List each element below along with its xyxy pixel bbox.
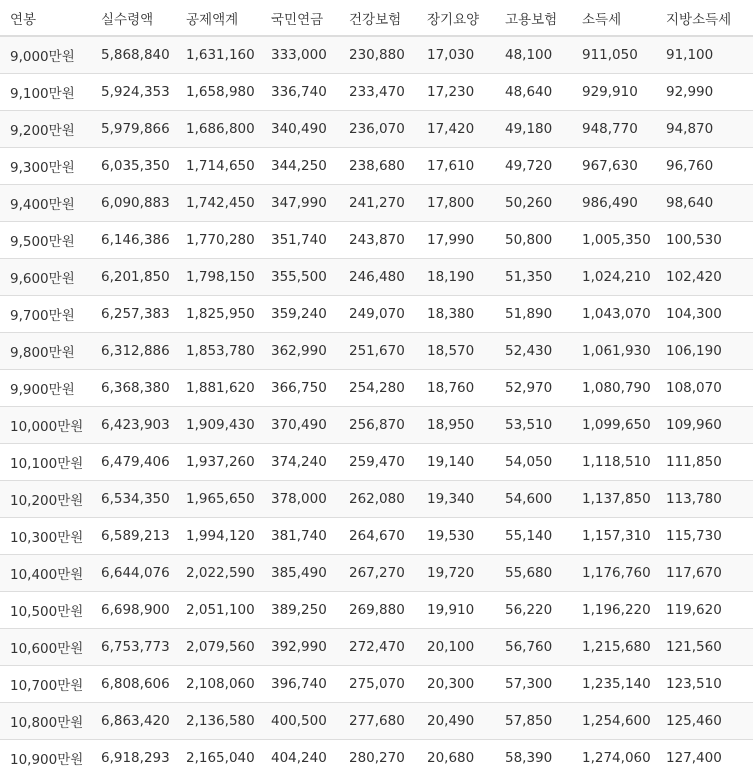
cell-long-term-care: 19,910 <box>417 591 495 628</box>
cell-national-pension: 340,490 <box>261 110 339 147</box>
cell-health-insurance: 272,470 <box>339 628 417 665</box>
cell-national-pension: 404,240 <box>261 739 339 776</box>
cell-employment-insurance: 54,600 <box>495 480 572 517</box>
table-row <box>0 332 753 369</box>
cell-long-term-care: 18,570 <box>417 332 495 369</box>
cell-annual-salary: 9,100만원 <box>0 73 91 110</box>
header-total-deduction: 공제액계 <box>176 0 261 36</box>
header-annual-salary: 연봉 <box>0 0 91 36</box>
cell-income-tax: 1,215,680 <box>572 628 656 665</box>
cell-net-pay: 6,035,350 <box>91 147 176 184</box>
cell-net-pay: 6,201,850 <box>91 258 176 295</box>
cell-health-insurance: 264,670 <box>339 517 417 554</box>
table-row <box>0 369 753 406</box>
header-row <box>0 0 753 36</box>
cell-employment-insurance: 57,850 <box>495 702 572 739</box>
cell-total-deduction: 1,658,980 <box>176 73 261 110</box>
cell-local-income-tax: 96,760 <box>656 147 753 184</box>
cell-employment-insurance: 52,430 <box>495 332 572 369</box>
cell-annual-salary: 10,400만원 <box>0 554 91 591</box>
cell-income-tax: 929,910 <box>572 73 656 110</box>
cell-total-deduction: 1,994,120 <box>176 517 261 554</box>
cell-income-tax: 1,043,070 <box>572 295 656 332</box>
cell-long-term-care: 18,760 <box>417 369 495 406</box>
cell-total-deduction: 2,079,560 <box>176 628 261 665</box>
table-body <box>0 36 753 776</box>
cell-income-tax: 1,080,790 <box>572 369 656 406</box>
cell-long-term-care: 20,300 <box>417 665 495 702</box>
cell-national-pension: 351,740 <box>261 221 339 258</box>
cell-national-pension: 370,490 <box>261 406 339 443</box>
cell-local-income-tax: 94,870 <box>656 110 753 147</box>
cell-income-tax: 1,118,510 <box>572 443 656 480</box>
cell-total-deduction: 2,022,590 <box>176 554 261 591</box>
cell-health-insurance: 262,080 <box>339 480 417 517</box>
cell-health-insurance: 256,870 <box>339 406 417 443</box>
cell-annual-salary: 9,000만원 <box>0 36 91 73</box>
table-header <box>0 0 753 36</box>
cell-total-deduction: 1,825,950 <box>176 295 261 332</box>
header-income-tax: 소득세 <box>572 0 656 36</box>
cell-national-pension: 359,240 <box>261 295 339 332</box>
cell-net-pay: 5,924,353 <box>91 73 176 110</box>
cell-long-term-care: 19,140 <box>417 443 495 480</box>
table-row <box>0 702 753 739</box>
cell-long-term-care: 17,610 <box>417 147 495 184</box>
cell-annual-salary: 10,000만원 <box>0 406 91 443</box>
cell-net-pay: 6,698,900 <box>91 591 176 628</box>
cell-health-insurance: 259,470 <box>339 443 417 480</box>
cell-income-tax: 1,196,220 <box>572 591 656 628</box>
cell-local-income-tax: 127,400 <box>656 739 753 776</box>
header-health-insurance: 건강보험 <box>339 0 417 36</box>
cell-national-pension: 333,000 <box>261 36 339 73</box>
cell-long-term-care: 20,680 <box>417 739 495 776</box>
cell-employment-insurance: 52,970 <box>495 369 572 406</box>
cell-employment-insurance: 57,300 <box>495 665 572 702</box>
cell-long-term-care: 20,100 <box>417 628 495 665</box>
header-local-income-tax: 지방소득세 <box>656 0 753 36</box>
cell-health-insurance: 269,880 <box>339 591 417 628</box>
cell-employment-insurance: 56,760 <box>495 628 572 665</box>
cell-total-deduction: 1,742,450 <box>176 184 261 221</box>
cell-health-insurance: 277,680 <box>339 702 417 739</box>
cell-net-pay: 6,589,213 <box>91 517 176 554</box>
cell-local-income-tax: 108,070 <box>656 369 753 406</box>
cell-national-pension: 378,000 <box>261 480 339 517</box>
cell-health-insurance: 243,870 <box>339 221 417 258</box>
cell-annual-salary: 9,900만원 <box>0 369 91 406</box>
cell-net-pay: 6,918,293 <box>91 739 176 776</box>
cell-long-term-care: 20,490 <box>417 702 495 739</box>
cell-health-insurance: 280,270 <box>339 739 417 776</box>
table-row <box>0 184 753 221</box>
cell-income-tax: 1,099,650 <box>572 406 656 443</box>
cell-national-pension: 396,740 <box>261 665 339 702</box>
cell-health-insurance: 236,070 <box>339 110 417 147</box>
cell-total-deduction: 1,909,430 <box>176 406 261 443</box>
table-row <box>0 739 753 776</box>
table-row <box>0 258 753 295</box>
cell-annual-salary: 10,200만원 <box>0 480 91 517</box>
cell-local-income-tax: 117,670 <box>656 554 753 591</box>
cell-employment-insurance: 55,140 <box>495 517 572 554</box>
cell-health-insurance: 254,280 <box>339 369 417 406</box>
cell-annual-salary: 10,500만원 <box>0 591 91 628</box>
cell-employment-insurance: 51,890 <box>495 295 572 332</box>
cell-annual-salary: 9,700만원 <box>0 295 91 332</box>
cell-income-tax: 986,490 <box>572 184 656 221</box>
table-row <box>0 36 753 73</box>
cell-health-insurance: 246,480 <box>339 258 417 295</box>
table-row <box>0 110 753 147</box>
cell-local-income-tax: 92,990 <box>656 73 753 110</box>
table-row <box>0 443 753 480</box>
cell-net-pay: 5,868,840 <box>91 36 176 73</box>
table-row <box>0 628 753 665</box>
table-row <box>0 221 753 258</box>
cell-local-income-tax: 113,780 <box>656 480 753 517</box>
cell-long-term-care: 18,190 <box>417 258 495 295</box>
cell-annual-salary: 9,200만원 <box>0 110 91 147</box>
header-national-pension: 국민연금 <box>261 0 339 36</box>
cell-long-term-care: 18,950 <box>417 406 495 443</box>
cell-health-insurance: 275,070 <box>339 665 417 702</box>
cell-income-tax: 1,274,060 <box>572 739 656 776</box>
cell-local-income-tax: 91,100 <box>656 36 753 73</box>
cell-income-tax: 1,176,760 <box>572 554 656 591</box>
cell-net-pay: 6,479,406 <box>91 443 176 480</box>
cell-national-pension: 362,990 <box>261 332 339 369</box>
cell-health-insurance: 233,470 <box>339 73 417 110</box>
cell-total-deduction: 1,965,650 <box>176 480 261 517</box>
cell-employment-insurance: 50,800 <box>495 221 572 258</box>
cell-income-tax: 1,005,350 <box>572 221 656 258</box>
cell-health-insurance: 241,270 <box>339 184 417 221</box>
cell-employment-insurance: 51,350 <box>495 258 572 295</box>
cell-health-insurance: 249,070 <box>339 295 417 332</box>
cell-annual-salary: 9,400만원 <box>0 184 91 221</box>
cell-income-tax: 1,137,850 <box>572 480 656 517</box>
cell-national-pension: 381,740 <box>261 517 339 554</box>
header-net-pay: 실수령액 <box>91 0 176 36</box>
cell-net-pay: 6,534,350 <box>91 480 176 517</box>
cell-local-income-tax: 111,850 <box>656 443 753 480</box>
cell-health-insurance: 267,270 <box>339 554 417 591</box>
cell-long-term-care: 19,530 <box>417 517 495 554</box>
cell-net-pay: 6,808,606 <box>91 665 176 702</box>
cell-annual-salary: 9,600만원 <box>0 258 91 295</box>
cell-income-tax: 911,050 <box>572 36 656 73</box>
table-row <box>0 295 753 332</box>
cell-national-pension: 355,500 <box>261 258 339 295</box>
cell-net-pay: 6,644,076 <box>91 554 176 591</box>
cell-total-deduction: 1,881,620 <box>176 369 261 406</box>
cell-national-pension: 344,250 <box>261 147 339 184</box>
cell-local-income-tax: 121,560 <box>656 628 753 665</box>
cell-net-pay: 6,863,420 <box>91 702 176 739</box>
cell-long-term-care: 17,230 <box>417 73 495 110</box>
cell-local-income-tax: 106,190 <box>656 332 753 369</box>
cell-net-pay: 5,979,866 <box>91 110 176 147</box>
table-row <box>0 554 753 591</box>
cell-long-term-care: 17,030 <box>417 36 495 73</box>
cell-net-pay: 6,368,380 <box>91 369 176 406</box>
cell-income-tax: 1,024,210 <box>572 258 656 295</box>
cell-net-pay: 6,146,386 <box>91 221 176 258</box>
cell-local-income-tax: 104,300 <box>656 295 753 332</box>
cell-employment-insurance: 50,260 <box>495 184 572 221</box>
table-row <box>0 73 753 110</box>
cell-national-pension: 389,250 <box>261 591 339 628</box>
cell-total-deduction: 1,853,780 <box>176 332 261 369</box>
cell-total-deduction: 2,136,580 <box>176 702 261 739</box>
cell-health-insurance: 230,880 <box>339 36 417 73</box>
cell-employment-insurance: 56,220 <box>495 591 572 628</box>
cell-net-pay: 6,090,883 <box>91 184 176 221</box>
cell-annual-salary: 9,800만원 <box>0 332 91 369</box>
cell-net-pay: 6,423,903 <box>91 406 176 443</box>
table-row <box>0 480 753 517</box>
cell-income-tax: 967,630 <box>572 147 656 184</box>
cell-long-term-care: 19,340 <box>417 480 495 517</box>
cell-annual-salary: 10,700만원 <box>0 665 91 702</box>
cell-long-term-care: 17,990 <box>417 221 495 258</box>
cell-long-term-care: 19,720 <box>417 554 495 591</box>
cell-annual-salary: 9,300만원 <box>0 147 91 184</box>
table-row <box>0 147 753 184</box>
cell-total-deduction: 1,770,280 <box>176 221 261 258</box>
cell-total-deduction: 2,165,040 <box>176 739 261 776</box>
cell-local-income-tax: 119,620 <box>656 591 753 628</box>
cell-employment-insurance: 58,390 <box>495 739 572 776</box>
cell-annual-salary: 10,600만원 <box>0 628 91 665</box>
table-row <box>0 665 753 702</box>
table-row <box>0 406 753 443</box>
cell-annual-salary: 10,100만원 <box>0 443 91 480</box>
cell-national-pension: 336,740 <box>261 73 339 110</box>
cell-income-tax: 1,235,140 <box>572 665 656 702</box>
cell-income-tax: 1,254,600 <box>572 702 656 739</box>
cell-net-pay: 6,257,383 <box>91 295 176 332</box>
cell-employment-insurance: 55,680 <box>495 554 572 591</box>
cell-employment-insurance: 48,640 <box>495 73 572 110</box>
cell-annual-salary: 10,800만원 <box>0 702 91 739</box>
cell-income-tax: 1,061,930 <box>572 332 656 369</box>
cell-local-income-tax: 123,510 <box>656 665 753 702</box>
cell-employment-insurance: 54,050 <box>495 443 572 480</box>
cell-employment-insurance: 49,720 <box>495 147 572 184</box>
cell-national-pension: 385,490 <box>261 554 339 591</box>
header-employment-insurance: 고용보험 <box>495 0 572 36</box>
cell-total-deduction: 2,051,100 <box>176 591 261 628</box>
cell-health-insurance: 251,670 <box>339 332 417 369</box>
cell-total-deduction: 1,714,650 <box>176 147 261 184</box>
cell-local-income-tax: 109,960 <box>656 406 753 443</box>
cell-national-pension: 366,750 <box>261 369 339 406</box>
cell-total-deduction: 1,686,800 <box>176 110 261 147</box>
cell-annual-salary: 10,300만원 <box>0 517 91 554</box>
cell-local-income-tax: 98,640 <box>656 184 753 221</box>
cell-net-pay: 6,312,886 <box>91 332 176 369</box>
cell-income-tax: 948,770 <box>572 110 656 147</box>
cell-local-income-tax: 100,530 <box>656 221 753 258</box>
cell-local-income-tax: 115,730 <box>656 517 753 554</box>
cell-total-deduction: 1,937,260 <box>176 443 261 480</box>
cell-annual-salary: 10,900만원 <box>0 739 91 776</box>
cell-national-pension: 374,240 <box>261 443 339 480</box>
cell-health-insurance: 238,680 <box>339 147 417 184</box>
table-row <box>0 517 753 554</box>
cell-long-term-care: 17,800 <box>417 184 495 221</box>
cell-annual-salary: 9,500만원 <box>0 221 91 258</box>
cell-local-income-tax: 102,420 <box>656 258 753 295</box>
cell-local-income-tax: 125,460 <box>656 702 753 739</box>
cell-total-deduction: 1,798,150 <box>176 258 261 295</box>
table-row <box>0 591 753 628</box>
cell-long-term-care: 17,420 <box>417 110 495 147</box>
cell-national-pension: 392,990 <box>261 628 339 665</box>
cell-net-pay: 6,753,773 <box>91 628 176 665</box>
cell-total-deduction: 2,108,060 <box>176 665 261 702</box>
cell-national-pension: 347,990 <box>261 184 339 221</box>
cell-long-term-care: 18,380 <box>417 295 495 332</box>
cell-income-tax: 1,157,310 <box>572 517 656 554</box>
cell-employment-insurance: 48,100 <box>495 36 572 73</box>
cell-total-deduction: 1,631,160 <box>176 36 261 73</box>
cell-employment-insurance: 49,180 <box>495 110 572 147</box>
cell-employment-insurance: 53,510 <box>495 406 572 443</box>
header-long-term-care: 장기요양 <box>417 0 495 36</box>
cell-national-pension: 400,500 <box>261 702 339 739</box>
